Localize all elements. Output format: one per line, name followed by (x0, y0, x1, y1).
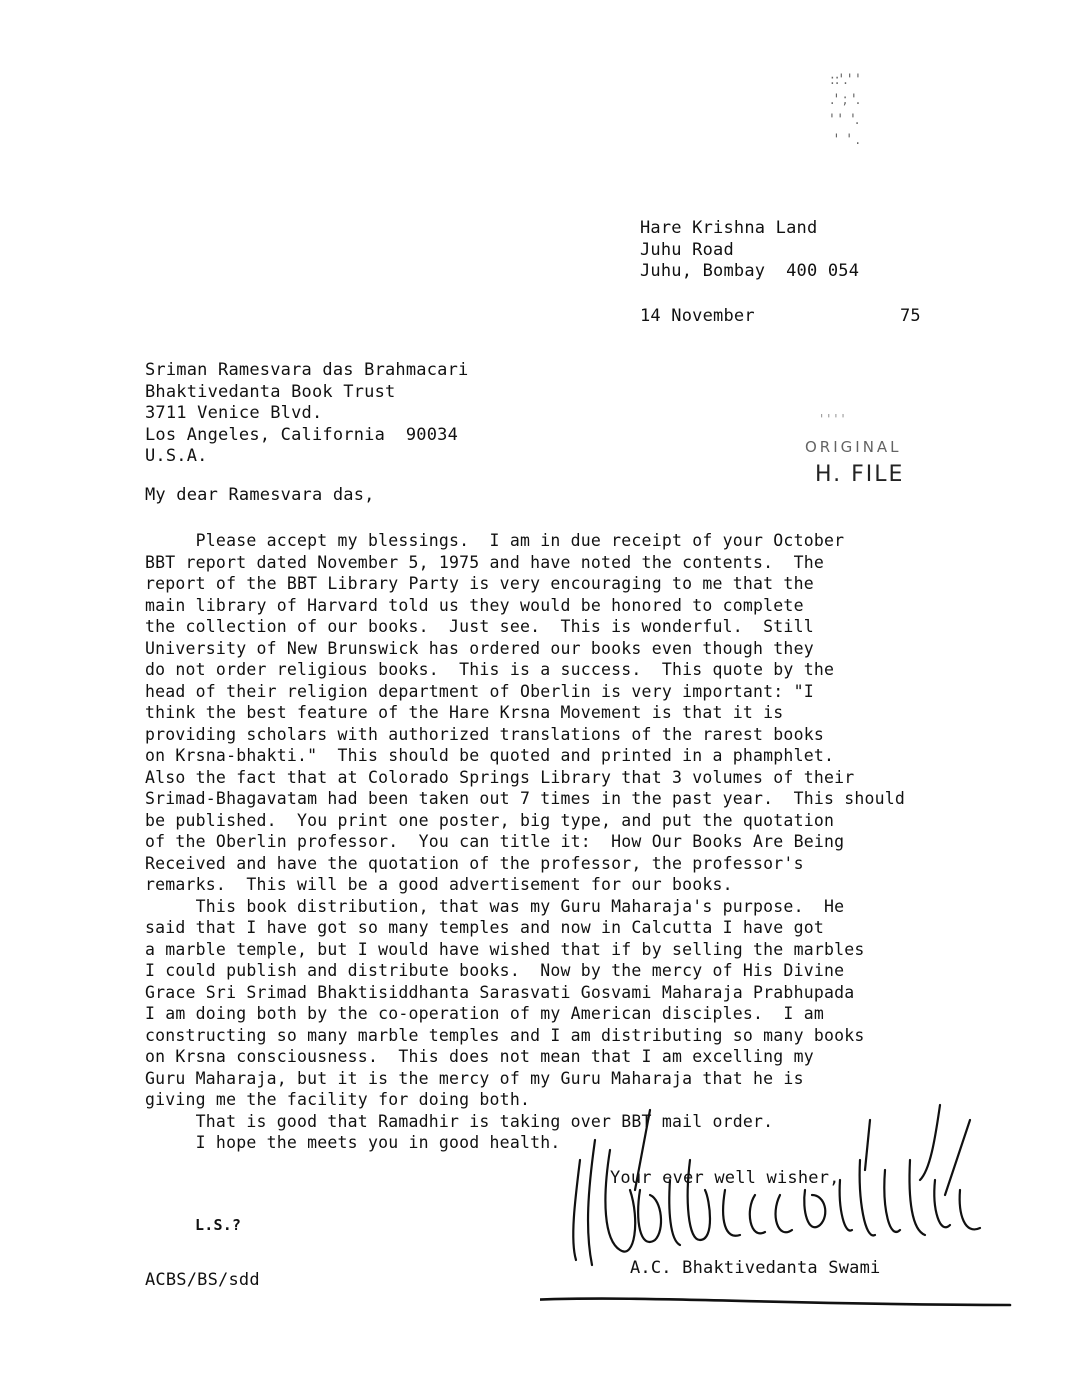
body-line: be published. You print one poster, big type, and put the quotation (145, 810, 835, 830)
handwritten-signature (540, 1100, 1020, 1320)
body-line: This book distribution, that was my Guru Maharaja's purpose. He (145, 896, 845, 916)
body-line: of the Oberlin professor. You can title it: How Our Books Are Being (145, 832, 845, 851)
closing: Your ever well wisher, (610, 1168, 840, 1188)
body-line: Please accept my blessings. I am in due receipt of your October (145, 531, 845, 550)
body-line: I could publish and distribute books. Now by the mercy of His Divine (145, 961, 845, 980)
reference-code: ACBS/BS/sdd (145, 1270, 260, 1290)
body-line: I am doing both by the co-operation of my American disciples. I am (145, 1004, 824, 1023)
body-line: BBT report dated November 5, 1975 and have noted the contents. The (145, 552, 824, 572)
body-line: Guru Maharaja, but it is the mercy of my Guru Maharaja that he is (145, 1068, 804, 1088)
received-stamp: ::'.' ' .' ; '. ' ' '. ' ' . (830, 72, 861, 148)
body-line: That is good that Ramadhir is taking over BBT mail order. (145, 1111, 774, 1131)
body-line: said that I have got so many temples and now in Calcutta I have got (145, 918, 824, 937)
sender-address-line: Juhu Road (640, 239, 734, 260)
body-line: Grace Sri Srimad Bhaktisiddhanta Sarasvati Gosvami Maharaja Prabhupada (145, 982, 855, 1002)
body-line: do not order religious books. This is a success. This quote by the (145, 660, 835, 679)
body-line: Received and have the quotation of the professor, the professor's (145, 853, 804, 873)
sender-address (640, 218, 859, 283)
body-line: remarks. This will be a good advertisement for our books. (145, 875, 733, 894)
sender-address-line: Hare Krishna Land (640, 218, 818, 238)
body-line: think the best feature of the Hare Krsna Movement is that it is (145, 703, 784, 722)
body-line: report of the BBT Library Party is very encouraging to me that the (145, 574, 814, 593)
body-line: on Krsna-bhakti." This should be quoted and printed in a phamphlet. (145, 746, 835, 765)
body-line: giving me the facility for doing both. (145, 1090, 531, 1109)
body-line: University of New Brunswick has ordered our books even though they (145, 638, 814, 658)
file-stamp-file: H. FILE (815, 462, 905, 487)
initials-mark: L.S.? (195, 1216, 242, 1234)
salutation: My dear Ramesvara das, (145, 485, 375, 505)
body-line: main library of Harvard told us they would be honored to complete (145, 595, 804, 615)
recipient-address-line: Bhaktivedanta Book Trust (145, 381, 396, 402)
recipient-address-line: U.S.A. (145, 446, 208, 466)
letter-body (145, 530, 905, 1154)
body-line: constructing so many marble temples and I am distributing so many books (145, 1025, 865, 1045)
date-day-month: 14 November (640, 306, 755, 326)
letter-date (640, 306, 921, 392)
file-stamp-faint: ' ' ' ' (820, 412, 845, 426)
body-line: providing scholars with authorized translations of the rarest books (145, 724, 824, 744)
file-stamp-original: ORIGINAL (805, 438, 902, 456)
sender-address-line: Juhu, Bombay 400 054 (640, 261, 860, 281)
recipient-address-line: Sriman Ramesvara das Brahmacari (145, 360, 469, 380)
body-line: Srimad-Bhagavatam had been taken out 7 times in the past year. This should (145, 789, 906, 808)
body-line: I hope the meets you in good health. (145, 1133, 561, 1152)
date-year: 75 (900, 306, 921, 326)
body-line: on Krsna consciousness. This does not mean that I am excelling my (145, 1047, 814, 1066)
body-line: head of their religion department of Oberlin is very important: "I (145, 681, 814, 701)
body-line: Also the fact that at Colorado Springs Library that 3 volumes of their (145, 767, 855, 787)
signer-name: A.C. Bhaktivedanta Swami (630, 1258, 881, 1278)
body-line: a marble temple, but I would have wished that if by selling the marbles (145, 939, 865, 959)
body-line: the collection of our books. Just see. This is wonderful. Still (145, 617, 814, 636)
recipient-address-line: Los Angeles, California 90034 (145, 424, 459, 445)
file-stamp (800, 412, 940, 502)
recipient-address (145, 360, 468, 468)
recipient-address-line: 3711 Venice Blvd. (145, 403, 323, 423)
